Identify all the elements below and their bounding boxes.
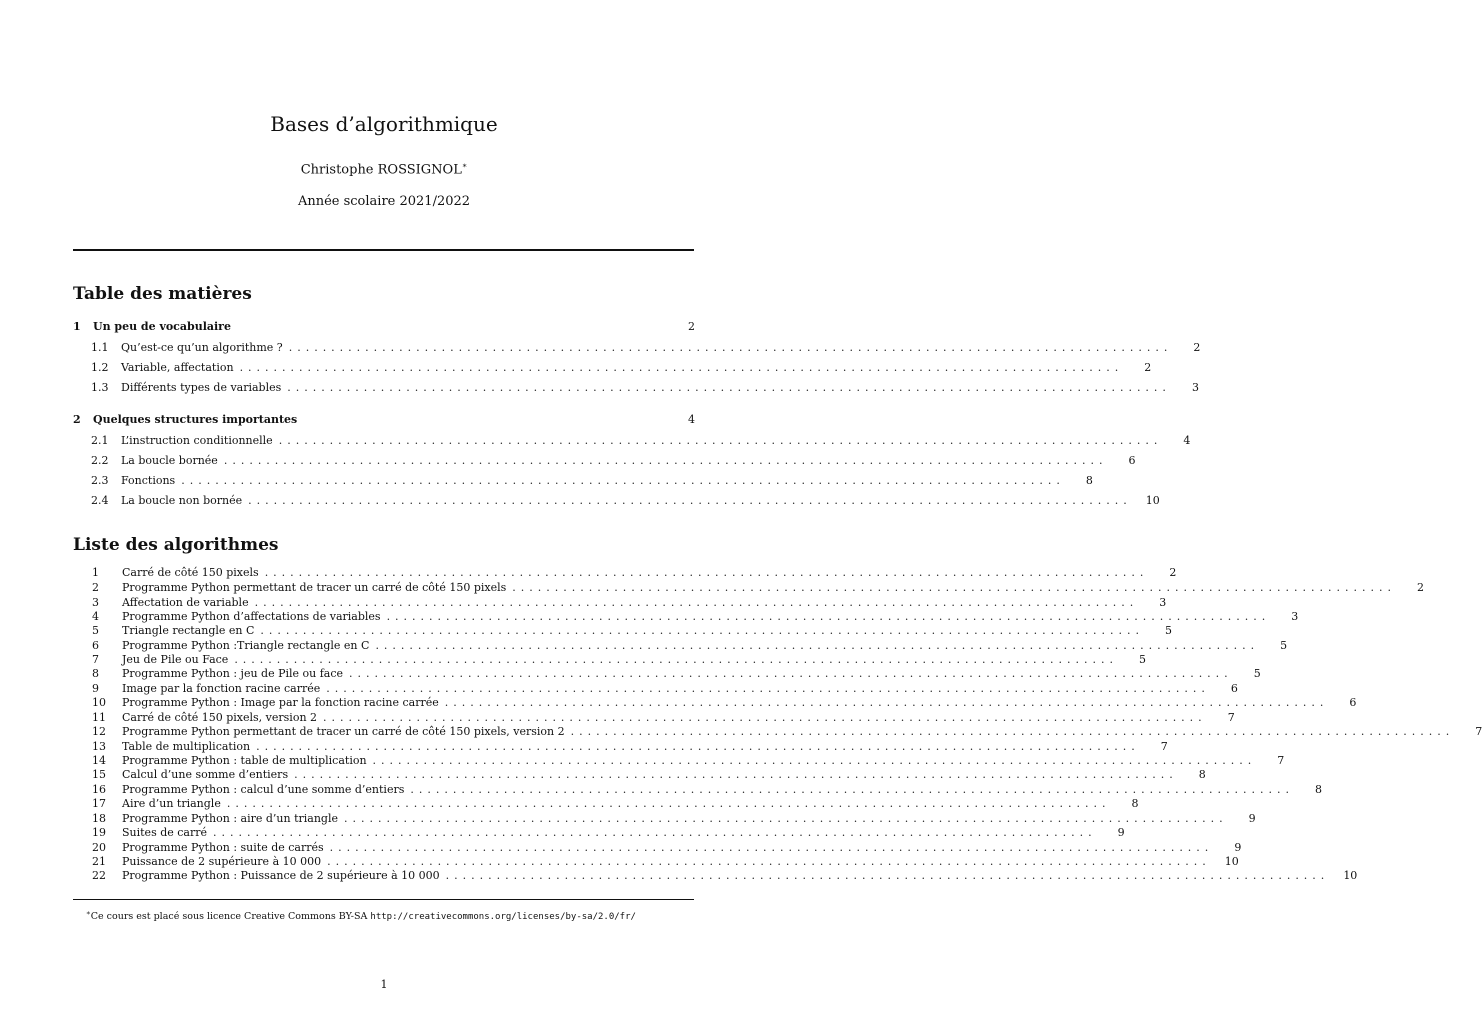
algorithm-entry[interactable] xyxy=(92,653,1146,667)
algorithm-number: 11 xyxy=(92,711,106,724)
algorithm-page: 8 xyxy=(1198,768,1206,781)
dot-leader: ........................................................................................................ xyxy=(239,361,1124,374)
algorithm-number: 19 xyxy=(92,826,106,839)
toc-subsection-title: La boucle non bornée xyxy=(121,494,243,507)
algorithm-entry[interactable] xyxy=(92,725,1482,739)
toc-subsection-page: 3 xyxy=(1191,381,1199,394)
algorithm-title: Programme Python : Image par la fonction racine carrée xyxy=(122,696,439,709)
dot-leader: ........................................................................................................ xyxy=(326,682,1210,695)
algorithm-title: Jeu de Pile ou Face xyxy=(122,653,229,666)
dot-leader: ........................................................................................................ xyxy=(375,639,1260,652)
dot-leader: ........................................................................................................ xyxy=(287,381,1171,394)
algorithms-heading: Liste des algorithmes xyxy=(73,535,279,555)
algorithm-entry[interactable] xyxy=(92,566,1177,580)
algorithm-title: Programme Python d’affectations de variables xyxy=(122,610,381,623)
algorithm-entry[interactable] xyxy=(92,740,1168,754)
algorithm-entry[interactable] xyxy=(92,768,1206,782)
toc-subsection[interactable] xyxy=(73,473,1093,489)
algorithm-entry[interactable] xyxy=(92,869,1358,883)
toc-section-title: Un peu de vocabulaire xyxy=(93,320,231,333)
footnote xyxy=(86,909,636,922)
algorithm-title: Puissance de 2 supérieure à 10 000 xyxy=(122,855,322,868)
algorithm-entry[interactable] xyxy=(92,812,1256,826)
algorithm-page: 8 xyxy=(1315,783,1323,796)
toc-subsection-title: Variable, affectation xyxy=(121,361,234,374)
algorithm-number: 15 xyxy=(92,768,106,781)
toc-subsection-number: 1.3 xyxy=(91,381,109,394)
algorithm-entry[interactable] xyxy=(92,581,1424,595)
algorithm-entry[interactable] xyxy=(92,841,1242,855)
algorithm-page: 5 xyxy=(1253,667,1261,680)
toc-subsection-title: L’instruction conditionnelle xyxy=(121,434,273,447)
algorithm-title: Triangle rectangle en C xyxy=(122,624,255,637)
algorithm-page: 6 xyxy=(1349,696,1357,709)
toc-subsection-page: 10 xyxy=(1145,494,1160,507)
footnote-mark: ∗ xyxy=(86,909,91,917)
algorithm-entry[interactable] xyxy=(92,682,1238,696)
algorithm-title: Suites de carré xyxy=(122,826,208,839)
toc-section-number: 2 xyxy=(73,413,81,426)
toc-heading: Table des matières xyxy=(73,284,252,304)
toc-subsection[interactable] xyxy=(73,360,1152,376)
algorithm-number: 3 xyxy=(92,596,99,609)
toc-section[interactable] xyxy=(73,412,695,428)
algorithm-number: 17 xyxy=(92,797,106,810)
toc-subsection-number: 2.4 xyxy=(91,494,109,507)
algorithm-page: 7 xyxy=(1227,711,1235,724)
algorithm-page: 6 xyxy=(1230,682,1238,695)
license-link[interactable]: http://creativecommons.org/licenses/by-sa/2.0/fr/ xyxy=(370,912,636,923)
algorithm-title: Programme Python : aire d’un triangle xyxy=(122,812,338,825)
toc-subsection[interactable] xyxy=(73,433,1191,449)
toc-subsection-number: 2.1 xyxy=(91,434,109,447)
toc-section-title: Quelques structures importantes xyxy=(93,413,298,426)
dot-leader: ........................................................................................................ xyxy=(349,667,1233,680)
algorithm-number: 8 xyxy=(92,667,99,680)
toc-subsection-title: La boucle bornée xyxy=(121,454,218,467)
toc-subsection[interactable] xyxy=(73,493,1160,509)
algorithm-number: 16 xyxy=(92,783,106,796)
algorithm-title: Programme Python : calcul d’une somme d’entiers xyxy=(122,783,405,796)
algorithm-title: Programme Python : suite de carrés xyxy=(122,841,324,854)
toc-subsection-title: Qu’est-ce qu’un algorithme ? xyxy=(121,341,283,354)
algorithm-number: 1 xyxy=(92,566,99,579)
algorithm-title: Programme Python permettant de tracer un carré de côté 150 pixels xyxy=(122,581,507,594)
algorithm-page: 2 xyxy=(1416,581,1424,594)
algorithm-entry[interactable] xyxy=(92,711,1235,725)
algorithm-title: Programme Python :Triangle rectangle en C xyxy=(122,639,370,652)
toc-subsection-number: 1.1 xyxy=(91,341,109,354)
algorithm-number: 13 xyxy=(92,740,106,753)
school-year: Année scolaire 2021/2022 xyxy=(297,194,471,209)
algorithm-number: 18 xyxy=(92,812,106,825)
algorithm-page: 7 xyxy=(1160,740,1168,753)
toc-section[interactable] xyxy=(73,319,695,335)
footnote-divider xyxy=(73,899,694,900)
dot-leader: ........................................................................................................ xyxy=(512,581,1396,594)
dot-leader: ........................................................................................................ xyxy=(294,768,1178,781)
footnote-text: Ce cours est placé sous licence Creative Commons BY-SA xyxy=(90,911,368,923)
dot-leader: ........................................................................................................ xyxy=(323,711,1207,724)
dot-leader: ........................................................................................................ xyxy=(213,826,1097,839)
dot-leader: ........................................................................................................ xyxy=(372,754,1257,767)
algorithm-entry[interactable] xyxy=(92,783,1323,797)
dot-leader: ........................................................................................................ xyxy=(444,696,1329,709)
toc-subsection-number: 1.2 xyxy=(91,361,109,374)
algorithm-page: 9 xyxy=(1117,826,1125,839)
algorithm-entry[interactable] xyxy=(92,826,1125,840)
algorithm-entry[interactable] xyxy=(92,797,1139,811)
algorithm-title: Programme Python : jeu de Pile ou face xyxy=(122,667,344,680)
dot-leader: ........................................................................................................ xyxy=(260,624,1145,637)
dot-leader: ........................................................................................................ xyxy=(570,725,1455,738)
toc-section-page: 2 xyxy=(688,320,695,333)
toc-subsection-title: Fonctions xyxy=(121,474,176,487)
algorithm-entry[interactable] xyxy=(92,596,1167,610)
dot-leader: ........................................................................................................ xyxy=(226,797,1111,810)
dot-leader: ........................................................................................................ xyxy=(445,869,1330,882)
toc-subsection-number: 2.3 xyxy=(91,474,109,487)
toc-subsection[interactable] xyxy=(73,340,1201,356)
document-author xyxy=(0,161,768,177)
author-footnote-mark[interactable]: ∗ xyxy=(461,161,468,170)
algorithm-page: 10 xyxy=(1343,869,1358,882)
algorithm-title: Calcul d’une somme d’entiers xyxy=(122,768,289,781)
algorithm-number: 21 xyxy=(92,855,106,868)
toc-subsection[interactable] xyxy=(73,380,1199,396)
dot-leader: ........................................................................................................ xyxy=(386,610,1271,623)
dot-leader: ........................................................................................................ xyxy=(278,434,1163,447)
algorithm-number: 22 xyxy=(92,869,106,882)
algorithm-page: 9 xyxy=(1248,812,1256,825)
toc-subsection-title: Différents types de variables xyxy=(121,381,282,394)
dot-leader: ........................................................................................................ xyxy=(181,474,1065,487)
title-divider xyxy=(73,249,694,251)
page-number: 1 xyxy=(380,978,388,991)
toc-subsection-page: 2 xyxy=(1193,341,1201,354)
author-name: Christophe ROSSIGNOL xyxy=(300,162,462,178)
algorithm-entry[interactable] xyxy=(92,610,1299,624)
toc-subsection-page: 6 xyxy=(1128,454,1136,467)
dot-leader: ........................................................................................................ xyxy=(223,454,1108,467)
algorithm-page: 5 xyxy=(1165,624,1173,637)
dot-leader: ........................................................................................................ xyxy=(344,812,1228,825)
algorithm-number: 12 xyxy=(92,725,106,738)
algorithm-title: Programme Python : table de multiplication xyxy=(122,754,367,767)
algorithm-page: 8 xyxy=(1131,797,1139,810)
algorithm-entry[interactable] xyxy=(92,696,1357,710)
algorithm-page: 5 xyxy=(1138,653,1146,666)
dot-leader: ........................................................................................................ xyxy=(264,566,1149,579)
algorithm-number: 5 xyxy=(92,624,99,637)
dot-leader: ........................................................................................................ xyxy=(327,855,1211,868)
algorithm-page: 5 xyxy=(1280,639,1288,652)
dot-leader: ........................................................................................................ xyxy=(329,841,1214,854)
algorithm-entry[interactable] xyxy=(92,667,1261,681)
dot-leader: ........................................................................................................ xyxy=(288,341,1173,354)
algorithm-number: 4 xyxy=(92,610,99,623)
algorithm-page: 3 xyxy=(1291,610,1299,623)
algorithm-number: 20 xyxy=(92,841,106,854)
algorithm-number: 14 xyxy=(92,754,106,767)
algorithm-title: Image par la fonction racine carrée xyxy=(122,682,321,695)
toc-subsection-number: 2.2 xyxy=(91,454,109,467)
algorithm-page: 7 xyxy=(1277,754,1285,767)
dot-leader: ........................................................................................................ xyxy=(248,494,1132,507)
toc-subsection-page: 8 xyxy=(1085,474,1093,487)
algorithm-number: 6 xyxy=(92,639,99,652)
dot-leader: ........................................................................................................ xyxy=(254,596,1139,609)
toc-subsection-page: 2 xyxy=(1144,361,1152,374)
algorithm-page: 3 xyxy=(1159,596,1167,609)
algorithm-title: Carré de côté 150 pixels xyxy=(122,566,259,579)
algorithm-title: Carré de côté 150 pixels, version 2 xyxy=(122,711,318,724)
algorithm-page: 9 xyxy=(1234,841,1242,854)
algorithm-title: Programme Python : Puissance de 2 supérieure à 10 000 xyxy=(122,869,440,882)
dot-leader: ........................................................................................................ xyxy=(256,740,1140,753)
algorithm-entry[interactable] xyxy=(92,855,1239,869)
algorithm-entry[interactable] xyxy=(92,639,1288,653)
algorithm-title: Programme Python permettant de tracer un carré de côté 150 pixels, version 2 xyxy=(122,725,565,738)
dot-leader: ........................................................................................................ xyxy=(234,653,1118,666)
algorithm-title: Table de multiplication xyxy=(122,740,251,753)
toc-section-page: 4 xyxy=(688,413,695,426)
algorithm-number: 2 xyxy=(92,581,99,594)
algorithm-number: 10 xyxy=(92,696,106,709)
algorithm-page: 10 xyxy=(1224,855,1239,868)
algorithm-page: 2 xyxy=(1169,566,1177,579)
algorithm-entry[interactable] xyxy=(92,754,1285,768)
toc-subsection[interactable] xyxy=(73,453,1136,469)
algorithm-number: 9 xyxy=(92,682,99,695)
toc-subsection-page: 4 xyxy=(1183,434,1191,447)
algorithm-page: 7 xyxy=(1475,725,1482,738)
algorithm-number: 7 xyxy=(92,653,99,666)
toc-section-number: 1 xyxy=(73,320,81,333)
dot-leader: ........................................................................................................ xyxy=(410,783,1295,796)
algorithm-entry[interactable] xyxy=(92,624,1173,638)
algorithm-title: Aire d’un triangle xyxy=(122,797,221,810)
document-title: Bases d’algorithmique xyxy=(270,112,498,136)
algorithm-title: Affectation de variable xyxy=(122,596,249,609)
